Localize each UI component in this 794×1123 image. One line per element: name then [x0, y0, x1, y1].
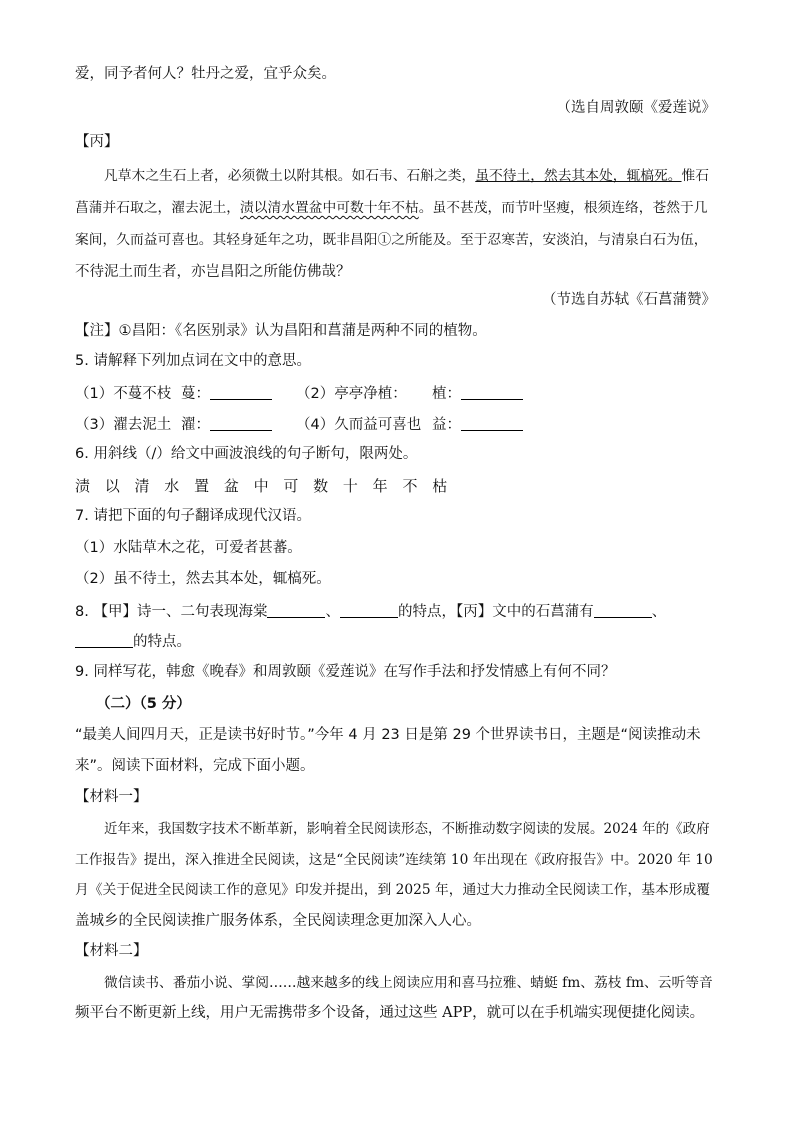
q5-row-1: （1）不蔓不枝 蔓： （2）亭亭净植： 植：: [75, 385, 523, 403]
heading-c: 【丙】: [75, 134, 119, 150]
material-1-line-2: 工作报告》提出，深入推进全民阅读，这是“全民阅读”连续第 10 年出现在《政府报告》中。2020 年 10: [75, 852, 713, 868]
material-1-heading: 【材料一】: [75, 789, 148, 805]
q6-sentence: 渍 以 清 水 置 盆 中 可 数 十 年 不 枯: [75, 477, 453, 495]
answer-blank[interactable]: [75, 633, 133, 648]
q7-stem: 7. 请把下面的句子翻译成现代汉语。: [75, 508, 311, 524]
material-2-heading: 【材料二】: [75, 943, 148, 959]
material-1-line-4: 盖城乡的全民阅读推广服务体系，全民阅读理念更加深入人心。: [75, 913, 481, 929]
q5-stem: 5. 请解释下列加点词在文中的意思。: [75, 353, 311, 369]
material-2-line-2: 频平台不断更新上线，用户无需携带多个设备，通过这些 APP，就可以在手机端实现便捷化阅读。: [75, 1005, 705, 1021]
material-1-line-1: 近年来，我国数字技术不断革新，影响着全民阅读形态，不断推动数字阅读的发展。2024 年的《政府: [104, 821, 710, 837]
q7-item-1: （1）水陆草木之花，可爱者甚蕃。: [75, 540, 302, 556]
q6-stem: 6. 用斜线（/）给文中画波浪线的句子断句，限两处。: [75, 446, 418, 462]
answer-blank[interactable]: [210, 385, 272, 400]
answer-blank[interactable]: [210, 416, 272, 431]
wavy-underlined-sentence: 渍以清水置盆中可数十年不枯: [240, 200, 419, 216]
intro-line-1: “最美人间四月天，正是读书好时节。”今年 4 月 23 日是第 29 个世界读书日，主题是“阅读推动未: [75, 727, 701, 743]
answer-blank[interactable]: [461, 416, 523, 431]
q9: 9. 同样写花，韩愈《晚春》和周敦颐《爱莲说》在写作手法和抒发情感上有何不同？: [75, 664, 616, 680]
answer-blank[interactable]: [340, 603, 398, 618]
answer-blank[interactable]: [461, 385, 523, 400]
underlined-sentence: 虽不待土，然去其本处，辄槁死。: [475, 168, 682, 184]
poem-a-tail: 爱，同予者何人？牡丹之爱，宜乎众矣。: [75, 66, 336, 82]
answer-blank[interactable]: [267, 603, 325, 618]
passage-c-line-4: 不待泥土而生者，亦岂昌阳之所能仿佛哉？: [75, 264, 351, 280]
source-c: （节选自苏轼《石菖蒲赞》: [542, 292, 716, 308]
source-a: （选自周敦颐《爱莲说》: [556, 100, 716, 116]
q8-line-2: 的特点。: [75, 633, 191, 651]
material-2-line-1: 微信读书、番茄小说、掌阅……越来越多的线上阅读应用和喜马拉雅、蜻蜓 fm、荔枝 fm、云听等音: [104, 975, 713, 991]
section-heading: （二）（5 分）: [96, 696, 191, 712]
intro-line-2: 来”。阅读下面材料，完成下面小题。: [75, 758, 315, 774]
passage-c-line-1: 凡草木之生石上者，必须微土以附其根。如石韦、石斛之类，虽不待土，然去其本处，辄槁死。惟石: [104, 168, 710, 184]
answer-blank[interactable]: [594, 603, 652, 618]
material-1-line-3: 月《关于促进全民阅读工作的意见》印发并提出，到 2025 年，通过大力推动全民阅读工作，基本形成覆: [75, 882, 710, 898]
q8-line-1: 8. 【甲】诗一、二句表现海棠 、 的特点，【丙】文中的石菖蒲有 、: [75, 604, 667, 620]
passage-c-line-3: 案间，久而益可喜也。其轻身延年之功，既非昌阳①之所能及。至于忍寒苦，安淡泊，与清泉白石为伍，: [75, 232, 708, 248]
q5-row-2: （3）濯去泥土 濯： （4）久而益可喜也 益：: [75, 416, 523, 434]
passage-c-line-2: 菖蒲并石取之，濯去泥土，渍以清水置盆中可数十年不枯。虽不甚茂，而节叶坚瘦，根须连络，苍然于几: [75, 200, 708, 216]
note: 【注】①昌阳：《名医别录》认为昌阳和菖蒲是两种不同的植物。: [75, 323, 487, 339]
q7-item-2: （2）虽不待土，然去其本处，辄槁死。: [75, 571, 331, 587]
